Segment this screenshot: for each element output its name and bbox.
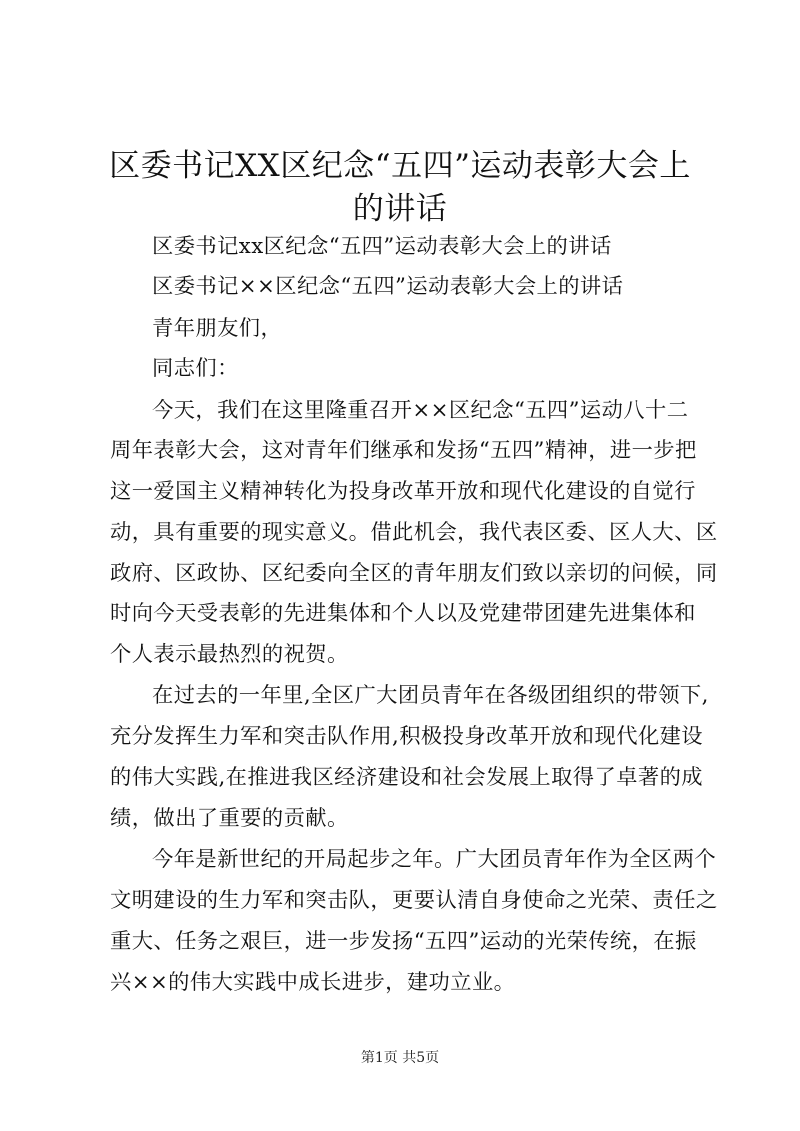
body-line: 充分发挥生力军和突击队作用,积极投身改革开放和现代化建设 — [110, 724, 703, 749]
body-line: 动，具有重要的现实意义。借此机会，我代表区委、区人大、区 — [110, 520, 718, 545]
body-line: 重大、任务之艰巨，进一步发扬“五四”运动的光荣传统，在振 — [110, 929, 697, 954]
body-line: 区委书记××区纪念“五四”运动表彰大会上的讲话 — [152, 274, 624, 299]
body-line: 今天，我们在这里隆重召开××区纪念“五四”运动八十二 — [152, 398, 689, 423]
body-line: 同志们： — [152, 356, 239, 381]
body-line: 时向今天受表彰的先进集体和个人以及党建带团建先进集体和 — [110, 601, 696, 626]
body-line: 的伟大实践,在推进我区经济建设和社会发展上取得了卓著的成 — [110, 765, 703, 790]
body-line: 今年是新世纪的开局起步之年。广大团员青年作为全区两个 — [152, 847, 717, 872]
body-line: 绩，做出了重要的贡献。 — [110, 806, 349, 831]
body-line: 个人表示最热烈的祝贺。 — [110, 642, 349, 667]
body-line: 兴××的伟大实践中成长进步，建功立业。 — [110, 970, 516, 995]
body-line: 区委书记xx区纪念“五四”运动表彰大会上的讲话 — [152, 234, 612, 259]
document-title-line-1: 区委书记XX区纪念“五四”运动表彰大会上 — [109, 148, 691, 184]
body-line: 这一爱国主义精神转化为投身改革开放和现代化建设的自觉行 — [110, 479, 696, 504]
body-line: 青年朋友们， — [152, 316, 283, 341]
body-line: 政府、区政协、区纪委向全区的青年朋友们致以亲切的问候，同 — [110, 561, 718, 586]
body-line: 周年表彰大会，这对青年们继承和发扬“五四”精神，进一步把 — [110, 438, 697, 463]
body-line: 文明建设的生力军和突击队，更要认清自身使命之光荣、责任之 — [110, 888, 718, 913]
page-indicator: 第1页 共5页 — [360, 1050, 440, 1066]
document-title-line-2: 的讲话 — [352, 191, 448, 227]
body-line: 在过去的一年里,全区广大团员青年在各级团组织的带领下, — [152, 683, 709, 708]
